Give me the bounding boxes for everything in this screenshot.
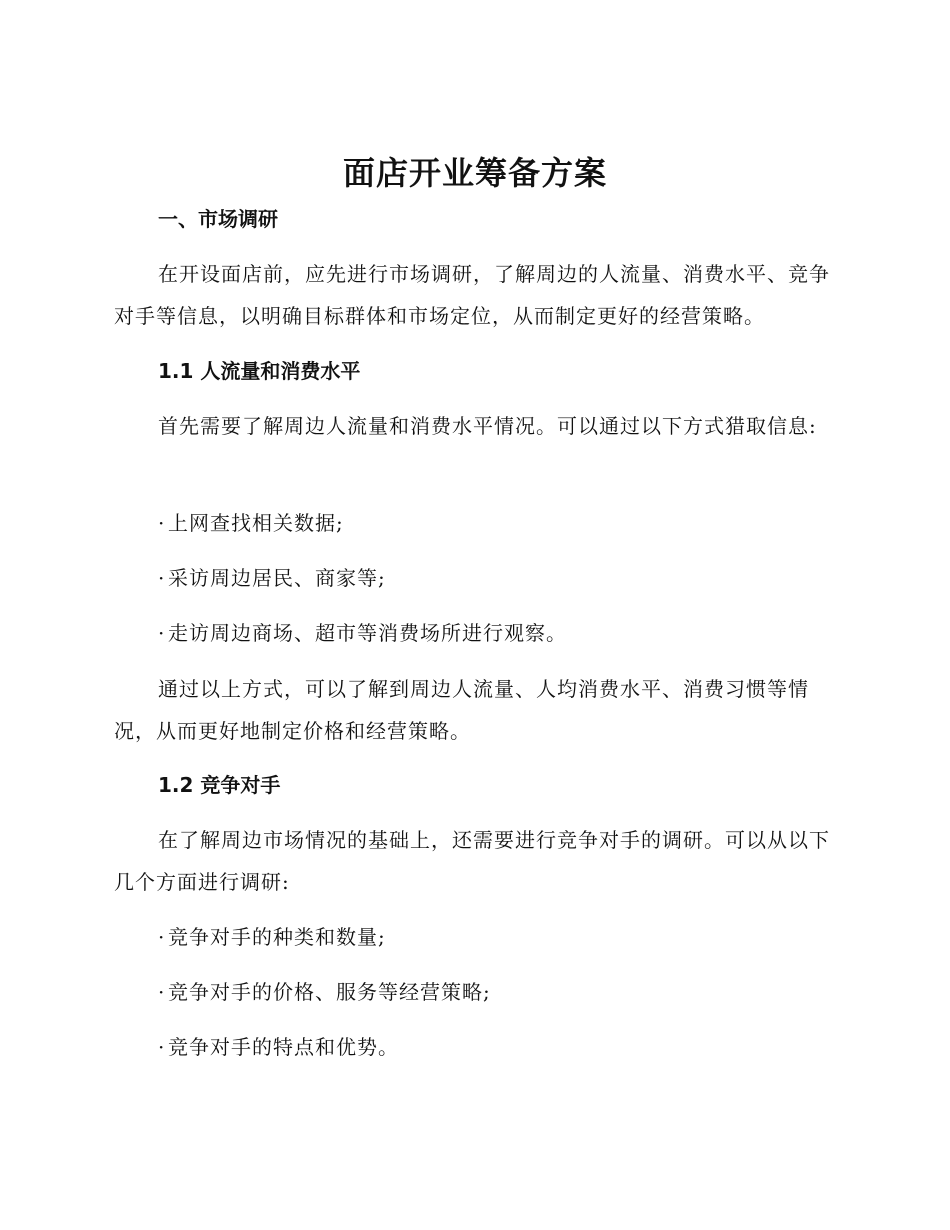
bullet-icon: · <box>158 621 166 645</box>
list-item <box>158 562 386 594</box>
list-item <box>158 507 344 539</box>
section-heading-market-research: 一、市场调研 <box>158 207 278 231</box>
subsection-heading-competitors: 1.2 竞争对手 <box>158 773 281 797</box>
section1-intro-paragraph: 在开设面店前，应先进行市场调研，了解周边的人流量、消费水平、竞争对手等信息，以明确目标群体和市场定位，从而制定更好的经营策略。 <box>114 262 830 328</box>
list-item-text: 竞争对手的种类和数量; <box>168 925 386 949</box>
bullet-icon: · <box>158 511 166 535</box>
list-item <box>158 1031 399 1063</box>
list-item-text: 竞争对手的价格、服务等经营策略; <box>168 980 491 1004</box>
sub1-intro-paragraph: 首先需要了解周边人流量和消费水平情况。可以通过以下方式猎取信息: <box>158 414 817 438</box>
list-item-text: 上网查找相关数据; <box>168 511 344 535</box>
sub1-conclusion-paragraph: 通过以上方式，可以了解到周边人流量、人均消费水平、消费习惯等情况，从而更好地制定价格和经营策略。 <box>114 677 809 743</box>
subsection-heading-traffic-consumption: 1.1 人流量和消费水平 <box>158 359 361 383</box>
bullet-icon: · <box>158 566 166 590</box>
bullet-icon: · <box>158 980 166 1004</box>
document-title: 面店开业筹备方案 <box>342 154 607 192</box>
list-item-text: 采访周边居民、商家等; <box>168 566 386 590</box>
list-item <box>158 617 567 649</box>
list-item <box>158 976 491 1008</box>
list-item-text: 走访周边商场、超市等消费场所进行观察。 <box>168 621 567 645</box>
sub2-intro-paragraph: 在了解周边市场情况的基础上，还需要进行竞争对手的调研。可以从以下几个方面进行调研: <box>114 828 830 894</box>
bullet-icon: · <box>158 1035 166 1059</box>
bullet-icon: · <box>158 925 166 949</box>
list-item <box>158 921 386 953</box>
list-item-text: 竞争对手的特点和优势。 <box>168 1035 399 1059</box>
